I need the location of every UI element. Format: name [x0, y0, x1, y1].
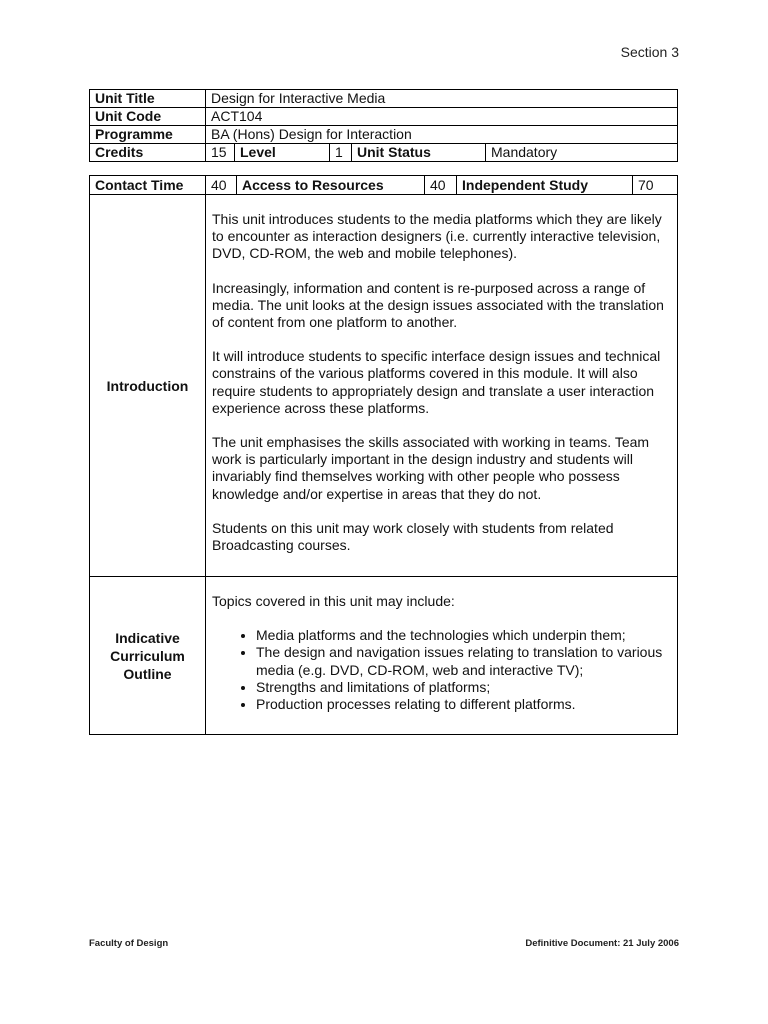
curriculum-body [206, 577, 678, 735]
footer-faculty: Faculty of Design [89, 938, 169, 949]
curriculum-label [90, 577, 206, 735]
curriculum-list [212, 627, 671, 713]
footer-document-date: Definitive Document: 21 July 2006 [525, 938, 679, 949]
unit-status-label: Unit Status [352, 144, 486, 162]
unit-title-label: Unit Title [90, 90, 206, 108]
curriculum-lead: Topics covered in this unit may include: [212, 593, 455, 609]
access-resources-value: 40 [425, 176, 457, 195]
unit-details-table [89, 89, 678, 162]
unit-title-value: Design for Interactive Media [206, 90, 678, 108]
programme-label: Programme [90, 126, 206, 144]
hours-row [90, 176, 678, 195]
introduction-paragraph: This unit introduces students to the media platforms which they are likely to encounter as interaction designers (i.e. currently interactive television, DVD, CD-ROM, the web and mobile telephones). [212, 211, 662, 262]
curriculum-label-line: Outline [123, 665, 172, 682]
contact-time-value: 40 [206, 176, 237, 195]
credits-label: Credits [90, 144, 206, 162]
credits-row [90, 144, 678, 162]
unit-code-label: Unit Code [90, 108, 206, 126]
unit-status-value: Mandatory [486, 144, 678, 162]
programme-row [90, 126, 678, 144]
independent-study-value: 70 [633, 176, 678, 195]
access-resources-label: Access to Resources [237, 176, 425, 195]
contact-time-label: Contact Time [90, 176, 206, 195]
curriculum-label-line: Indicative [115, 629, 180, 646]
programme-value: BA (Hons) Design for Interaction [206, 126, 678, 144]
level-value: 1 [330, 144, 352, 162]
credits-value: 15 [206, 144, 235, 162]
section-label: Section 3 [620, 44, 679, 60]
unit-content-table [89, 175, 678, 735]
list-item: • Production processes relating to different platforms. [256, 696, 671, 713]
introduction-paragraph: It will introduce students to specific interface design issues and technical constrains of the various platforms covered in this module. It will also require students to appropriately design and translate a user interaction experience across these platforms. [212, 348, 661, 416]
curriculum-row [90, 577, 678, 735]
introduction-label: Introduction [90, 195, 206, 577]
introduction-paragraph: Students on this unit may work closely with students from related Broadcasting courses. [212, 519, 614, 554]
unit-code-row [90, 108, 678, 126]
list-item: • Media platforms and the technologies which underpin them; [256, 627, 671, 644]
level-label: Level [235, 144, 330, 162]
unit-title-row [90, 90, 678, 108]
list-item: • The design and navigation issues relating to translation to various media (e.g. DVD, CD-ROM, web and interactive TV); [256, 644, 671, 678]
curriculum-label-line: Curriculum [110, 647, 185, 664]
introduction-paragraph: The unit emphasises the skills associated with working in teams. Team work is particularly important in the design industry and students will invariably find themselves working with other people who possess knowledge and/or expertise in areas that they do not. [212, 434, 650, 502]
list-item: • Strengths and limitations of platforms; [256, 679, 671, 696]
unit-code-value: ACT104 [206, 108, 678, 126]
introduction-paragraph: Increasingly, information and content is re-purposed across a range of media. The unit looks at the design issues associated with the translation of content from one platform to another. [212, 279, 664, 331]
independent-study-label: Independent Study [457, 176, 633, 195]
introduction-row [90, 195, 678, 577]
introduction-body [206, 195, 678, 577]
